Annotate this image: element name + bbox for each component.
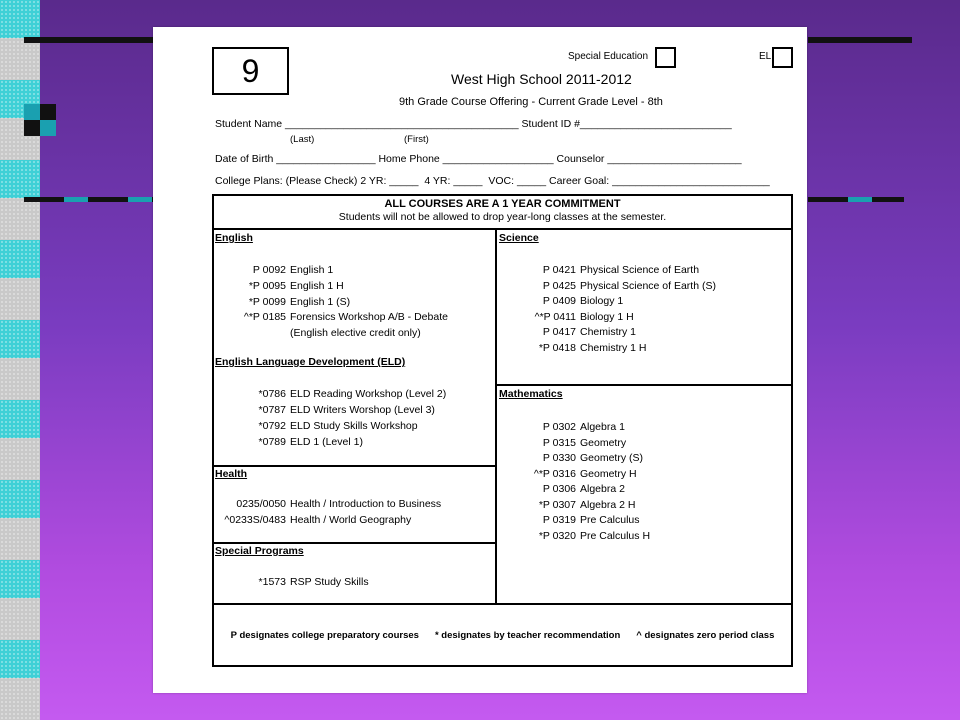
- course-name: ELD 1 (Level 1): [290, 436, 363, 448]
- commitment-note: Students will not be allowed to drop year-long classes at the semester.: [338, 211, 667, 223]
- student-name-line: Student Name ________________________________________ Student ID #__________________________: [215, 118, 732, 130]
- course-row: [514, 326, 636, 338]
- column-divider: [495, 230, 497, 605]
- course-name: RSP Study Skills: [290, 576, 369, 588]
- course-form-page: [153, 27, 807, 693]
- course-code: P 0092: [252, 264, 286, 276]
- course-code: P 0417: [542, 326, 576, 339]
- college-plans-line: College Plans: (Please Check) 2 YR: _____ 4 YR: _____ VOC: _____ Career Goal: ___________________________: [215, 175, 770, 187]
- course-row: [514, 468, 637, 480]
- health-section-title: Health: [215, 468, 248, 480]
- course-row: [514, 530, 650, 542]
- course-row: [214, 514, 411, 526]
- course-name: Pre Calculus: [580, 514, 640, 526]
- course-name: Biology 1 H: [580, 310, 634, 323]
- course-name: English 1 H: [290, 279, 344, 292]
- zero-period-note: ^ designates zero period class: [636, 629, 775, 641]
- course-code: P 0306: [542, 483, 576, 495]
- teacher-recommendation-note: * designates by teacher recommendation: [434, 629, 621, 641]
- course-row: [514, 437, 626, 449]
- last-label: (Last): [290, 134, 315, 145]
- special-education-label: Special Education: [568, 51, 649, 62]
- course-code: *0792: [258, 420, 286, 432]
- course-row: [514, 295, 623, 307]
- grade-number-box: 9: [212, 47, 289, 95]
- course-row: [224, 404, 435, 416]
- course-name: Algebra 2: [580, 483, 625, 495]
- course-row: [224, 264, 333, 276]
- course-row: [224, 388, 446, 400]
- course-code: ^*P 0411: [534, 310, 576, 323]
- decorative-line: [24, 37, 154, 43]
- course-name: English 1 (S): [290, 295, 351, 308]
- course-code: P 0421: [542, 264, 576, 276]
- course-name: Geometry: [580, 436, 627, 449]
- course-row: [224, 296, 350, 308]
- course-name: English 1: [290, 264, 334, 276]
- course-name: Physical Science of Earth: [580, 264, 700, 276]
- course-code: P 0425: [542, 279, 576, 292]
- date-of-birth-line: Date of Birth _________________ Home Phone ___________________ Counselor _______________________: [215, 153, 742, 165]
- course-row: [514, 342, 647, 354]
- course-name: Health / Introduction to Business: [290, 498, 442, 510]
- course-name: Geometry H: [580, 467, 637, 480]
- course-row: [214, 498, 441, 510]
- course-name: Physical Science of Earth (S): [580, 279, 716, 292]
- course-row: [224, 576, 369, 588]
- course-code: ^*P 0316: [533, 467, 576, 480]
- course-code: *P 0099: [248, 295, 286, 308]
- course-code: P 0330: [542, 452, 576, 464]
- course-code: *1573: [258, 576, 286, 588]
- course-row: [514, 499, 635, 511]
- course-row: [514, 264, 699, 276]
- course-row: [224, 327, 421, 339]
- table-footer: [214, 603, 791, 665]
- commitment-title: ALL COURSES ARE A 1 YEAR COMMITMENT: [384, 198, 621, 210]
- course-name: Geometry (S): [580, 452, 644, 464]
- course-name: ELD Study Skills Workshop: [290, 420, 418, 432]
- course-name: ELD Reading Workshop (Level 2): [290, 388, 447, 400]
- course-code: ^*P 0185: [243, 311, 286, 324]
- row-divider: [214, 465, 497, 467]
- english-section-title: English: [215, 232, 253, 244]
- table-header: [214, 196, 791, 230]
- course-row: [224, 436, 363, 448]
- course-row: [514, 514, 640, 526]
- el-checkbox[interactable]: [772, 47, 793, 68]
- course-code: *0787: [258, 404, 286, 416]
- special-education-checkbox[interactable]: [655, 47, 676, 68]
- course-name: Chemistry 1 H: [580, 342, 647, 354]
- form-subtitle: 9th Grade Course Offering - Current Grade Level - 8th: [399, 96, 663, 108]
- course-code: *0789: [258, 436, 286, 448]
- course-code: *P 0307: [538, 498, 576, 511]
- course-row: [514, 311, 634, 323]
- course-code: *P 0320: [538, 529, 576, 542]
- college-prep-note: P designates college preparatory courses: [230, 629, 419, 641]
- course-row: [514, 280, 716, 292]
- course-code: P 0315: [542, 436, 576, 449]
- course-row: [514, 421, 625, 433]
- decorative-line: [808, 37, 912, 43]
- course-name: Pre Calculus H: [580, 529, 651, 542]
- course-code: 0235/0050: [236, 498, 286, 510]
- course-code: *P 0418: [538, 342, 576, 354]
- course-name: (English elective credit only): [290, 327, 421, 340]
- course-code: P 0319: [542, 514, 576, 526]
- decorative-dashed-line: [24, 197, 154, 202]
- course-name: Chemistry 1: [580, 326, 637, 339]
- course-name: Algebra 1: [580, 421, 625, 433]
- checker-icon: [24, 104, 56, 136]
- special-programs-section-title: Special Programs: [215, 545, 304, 557]
- eld-section-title: English Language Development (ELD): [215, 356, 406, 368]
- course-name: Biology 1: [580, 295, 624, 308]
- course-code: P 0302: [542, 421, 576, 433]
- course-code: ^0233S/0483: [224, 514, 286, 526]
- row-divider: [214, 542, 497, 544]
- course-name: Health / World Geography: [290, 514, 412, 526]
- course-name: Forensics Workshop A/B - Debate: [290, 311, 448, 324]
- course-row: [224, 420, 418, 432]
- mathematics-section-title: Mathematics: [499, 388, 563, 400]
- science-section-title: Science: [499, 232, 539, 244]
- course-code: P 0409: [542, 295, 576, 308]
- course-name: Algebra 2 H: [580, 498, 636, 511]
- course-row: [514, 452, 643, 464]
- course-row: [224, 280, 344, 292]
- course-table: [212, 194, 793, 667]
- course-row: [514, 483, 625, 495]
- first-label: (First): [404, 134, 429, 145]
- el-label: EL: [759, 51, 772, 62]
- course-row: [224, 311, 448, 323]
- course-name: ELD Writers Worshop (Level 3): [290, 404, 435, 416]
- course-code: *0786: [258, 388, 286, 400]
- decorative-dashed-line: [808, 197, 904, 202]
- course-code: *P 0095: [248, 279, 286, 292]
- row-divider: [495, 384, 793, 386]
- school-title: West High School 2011-2012: [451, 71, 632, 87]
